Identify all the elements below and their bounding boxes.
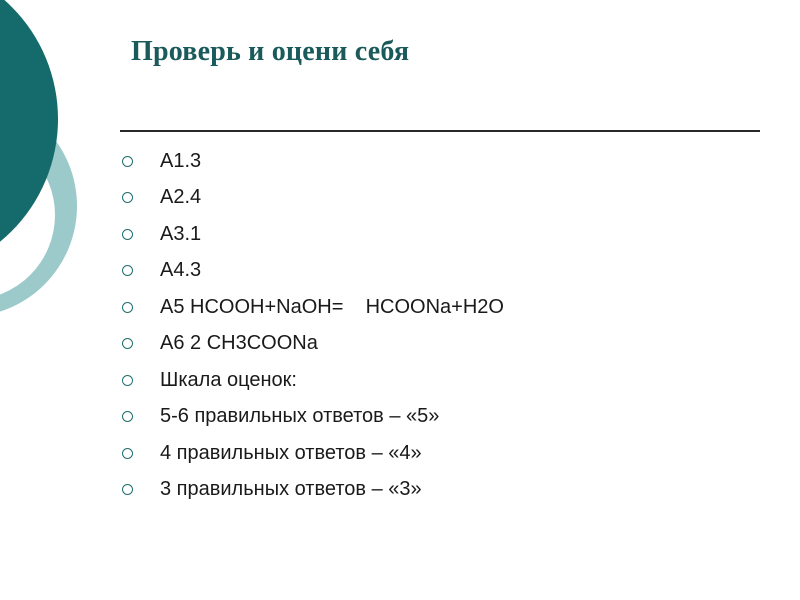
circle-bullet-icon <box>122 448 133 459</box>
slide-title: Проверь и оцени себя <box>131 36 410 67</box>
list-item-text: А2.4 <box>160 186 202 209</box>
list-item <box>118 362 504 399</box>
list-item <box>118 289 504 326</box>
list-item-text: 4 правильных ответов – «4» <box>160 441 422 464</box>
title-divider <box>120 130 760 132</box>
circle-bullet-icon <box>122 338 133 349</box>
list-item <box>118 253 504 290</box>
list-item <box>118 326 504 363</box>
list-item-text: А1.3 <box>160 149 202 172</box>
list-item-text: А6 2 CH3COONa <box>160 332 318 355</box>
list-item <box>118 180 504 217</box>
list-item <box>118 216 504 253</box>
list-item <box>118 472 504 509</box>
list-item-text: 3 правильных ответов – «3» <box>160 478 422 501</box>
list-item-text: А3.1 <box>160 222 202 245</box>
bullet-list <box>118 143 504 508</box>
circle-bullet-icon <box>122 265 133 276</box>
circle-bullet-icon <box>122 192 133 203</box>
list-item-text: 5-6 правильных ответов – «5» <box>160 405 440 428</box>
list-item <box>118 399 504 436</box>
circle-bullet-icon <box>122 484 133 495</box>
list-item <box>118 435 504 472</box>
circle-bullet-icon <box>122 229 133 240</box>
circle-bullet-icon <box>122 411 133 422</box>
list-item-text: Шкала оценок: <box>160 368 297 391</box>
circle-bullet-icon <box>122 375 133 386</box>
circle-bullet-icon <box>122 302 133 313</box>
list-item-text: А5 HCOOH+NaOH= HCOONa+H2O <box>160 295 504 318</box>
circle-bullet-icon <box>122 156 133 167</box>
list-item <box>118 143 504 180</box>
list-item-text: А4.3 <box>160 259 202 282</box>
